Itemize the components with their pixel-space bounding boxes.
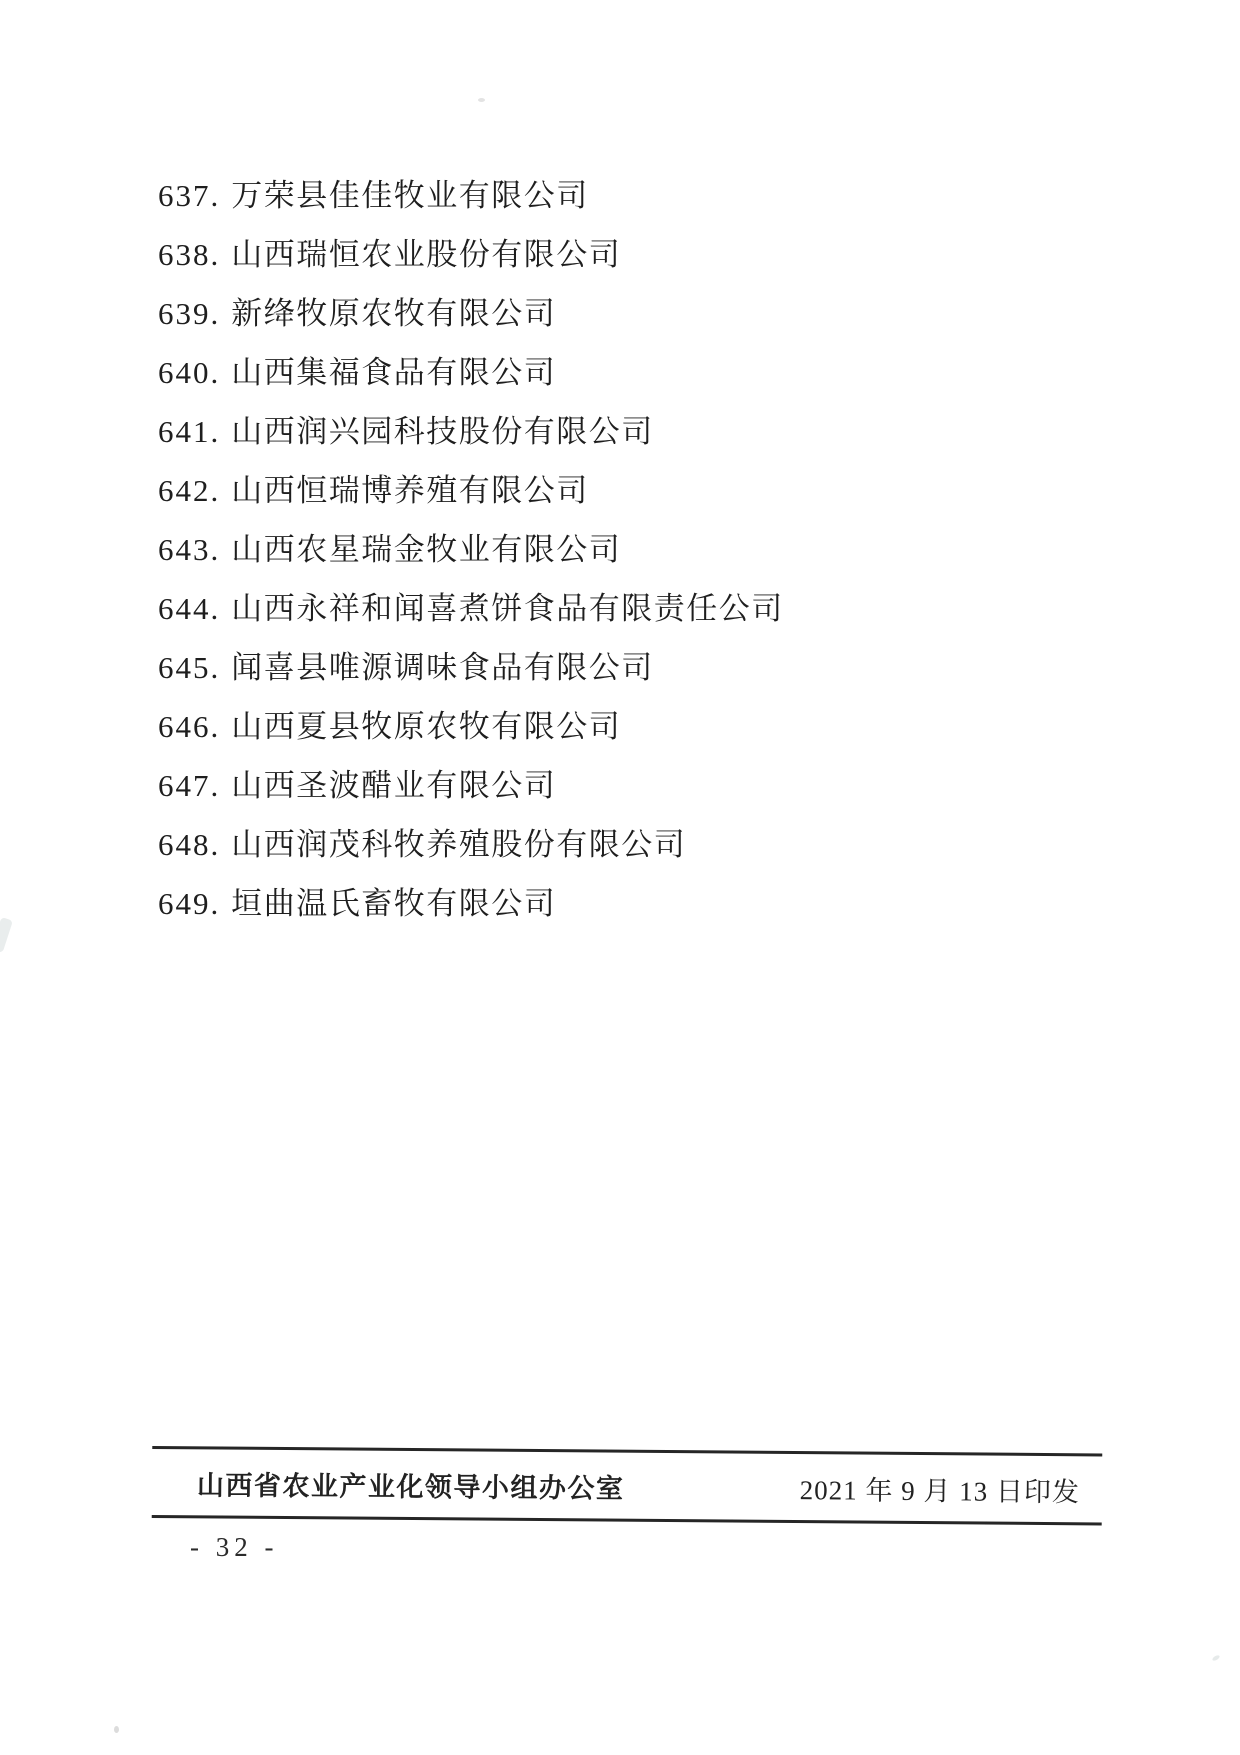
company-list [158, 166, 1118, 933]
company-name: 山西永祥和闻喜煮饼食品有限责任公司 [231, 591, 784, 626]
list-item-number: 644. [158, 591, 221, 626]
list-item [158, 225, 1118, 284]
list-item-number: 640. [158, 355, 221, 390]
company-name: 垣曲温氏畜牧有限公司 [231, 886, 557, 921]
list-item [158, 756, 1118, 815]
list-item [158, 638, 1118, 697]
company-name: 山西润茂科牧养殖股份有限公司 [231, 827, 687, 862]
list-item-number: 643. [158, 532, 221, 567]
list-item-number: 637. [158, 178, 221, 213]
company-name: 山西圣波醋业有限公司 [231, 768, 557, 803]
list-item [158, 520, 1118, 579]
list-item-number: 642. [158, 473, 221, 508]
colophon-footer [152, 1446, 1103, 1525]
company-name: 万荣县佳佳牧业有限公司 [231, 178, 589, 213]
company-name: 山西恒瑞博养殖有限公司 [231, 473, 589, 508]
scan-smudge [0, 917, 13, 953]
company-name: 山西集福食品有限公司 [231, 355, 557, 390]
print-date: 2021 年 9 月 13 日印发 [799, 1474, 1081, 1507]
list-item-number: 641. [158, 414, 221, 449]
page-number: - 32 - [190, 1532, 279, 1562]
list-item [158, 343, 1118, 402]
list-item [158, 579, 1118, 638]
list-item-number: 646. [158, 709, 221, 744]
company-name: 山西农星瑞金牧业有限公司 [231, 532, 622, 567]
list-item [158, 815, 1118, 874]
list-item-number: 648. [158, 827, 221, 862]
list-item-number: 649. [158, 886, 221, 921]
list-item [158, 284, 1118, 343]
list-item [158, 461, 1118, 520]
company-name: 山西夏县牧原农牧有限公司 [231, 709, 622, 744]
company-name: 山西润兴园科技股份有限公司 [231, 414, 654, 449]
list-item [158, 697, 1118, 756]
list-item-number: 638. [158, 237, 221, 272]
list-item [158, 874, 1118, 933]
issuing-office: 山西省农业产业化领导小组办公室 [196, 1469, 625, 1504]
scan-speck [1212, 1654, 1221, 1661]
list-item-number: 645. [158, 650, 221, 685]
list-item-number: 647. [158, 768, 221, 803]
company-name: 山西瑞恒农业股份有限公司 [231, 237, 622, 272]
scan-speck [114, 1726, 119, 1733]
list-item [158, 402, 1118, 461]
scan-speck [478, 98, 485, 102]
list-item-number: 639. [158, 296, 221, 331]
company-name: 闻喜县唯源调味食品有限公司 [231, 650, 654, 685]
company-name: 新绛牧原农牧有限公司 [231, 296, 557, 331]
list-item [158, 166, 1118, 225]
